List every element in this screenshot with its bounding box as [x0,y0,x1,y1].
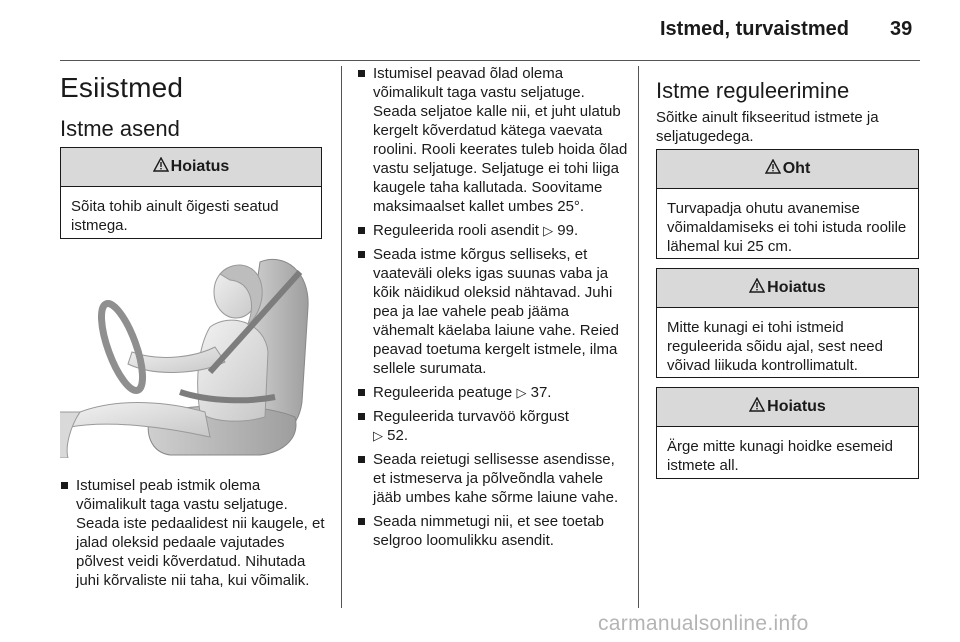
danger-box [656,149,919,259]
warning-text: Sõita tohib ainult õigesti seatud istmega. [71,198,279,234]
watermark: carmanualsonline.info [598,612,809,635]
warning-heading: Hoiatus [767,398,826,415]
warning-triangle-icon [749,278,765,298]
header-title: Istmed, turvaistmed [660,18,849,40]
warning-box-header [657,388,918,427]
middle-bullet-list [357,64,629,555]
warning-heading: Hoiatus [170,158,230,175]
column-divider-right [638,66,639,608]
column-divider-left [341,66,342,608]
danger-text: Turvapadja ohutu avanemise võimaldamiseks ei tohi istuda roolile lähemal kui 25 cm. [667,200,907,255]
warning-box-header [61,148,321,187]
page-reference[interactable]: 99. [557,222,579,239]
page-reference-icon: ▷ [373,428,383,443]
chapter-title: Esiistmed [60,72,184,103]
warning-triangle-icon [749,397,765,417]
driver-seating-illustration [60,252,322,458]
intro-text: Sõitke ainult fikseeritud istmete ja seljatugedega. [656,109,879,145]
list-item: Reguleerida turvavöö kõrgust ▷ 52. [357,407,629,445]
warning-text: Mitte kunagi ei tohi istmeid reguleerida sõidu ajal, sest need võivad liikuda kontrollimatult. [667,319,883,374]
header-divider [60,60,920,61]
list-item: Reguleerida peatuge ▷ 37. [357,383,629,402]
page-reference[interactable]: 37. [530,384,552,401]
warning-triangle-icon [153,157,169,177]
warning-text: Ärge mitte kunagi hoidke esemeid istmete all. [667,438,893,474]
page-reference-icon: ▷ [516,385,527,400]
warning-box-left [60,147,322,239]
page-reference-icon: ▷ [543,223,554,238]
warning-box-right-2 [656,387,919,479]
list-item: Seada reietugi sellisesse asendisse, et istmeserva ja põlveõndla vahele jääb umbes kahe sõrme laiune vahe. [357,450,629,507]
warning-triangle-icon [765,159,781,179]
list-item: Istumisel peab istmik olema võimalikult taga vastu seljatuge. Seada iste pedaalidest nii kaugele, et jalad oleksid pedaale vajutades põlvest veidi kõverdatud. Nihutada juhi kõrvaliste nii taha, kui võimalik. [60,476,328,590]
left-bullet-list [60,476,328,595]
danger-box-header [657,150,918,189]
list-item: Seada nimmetugi nii, et see toetab selgroo loomulikku asendit. [357,512,629,550]
page-reference[interactable]: 52. [387,427,409,444]
section-title-seat-position: Istme asend [60,116,180,141]
list-item: Istumisel peavad õlad olema võimalikult taga vastu seljatuge. Seada seljatoe kalle nii, et juht ulatub kergelt kõverdatud kätega vaevata roolini. Rooli keerates tuleb hoida õlad vastu seljatuge. Seljatuge ei tohi liiga kaugele taha kallutada. Soovitame maksimaalset kallet umbes 25°. [357,64,629,216]
section-title-seat-adjustment: Istme reguleerimine [656,78,850,103]
warning-heading: Hoiatus [767,279,826,296]
list-item: Reguleerida rooli asendit ▷ 99. [357,221,629,240]
list-item: Seada istme kõrgus selliseks, et vaateväli oleks igas suunas vaba ja kõik näidikud oleksid nähtavad. Juhi pea ja lae vahele peab jääma vähemalt käelaba laiune vahe. Reied peavad toetuma kergelt istmele, ilma sellele surumata. [357,245,629,378]
warning-box-right-1 [656,268,919,378]
page-number: 39 [890,18,913,40]
warning-box-header [657,269,918,308]
page-header [0,0,960,62]
danger-heading: Oht [782,160,811,177]
